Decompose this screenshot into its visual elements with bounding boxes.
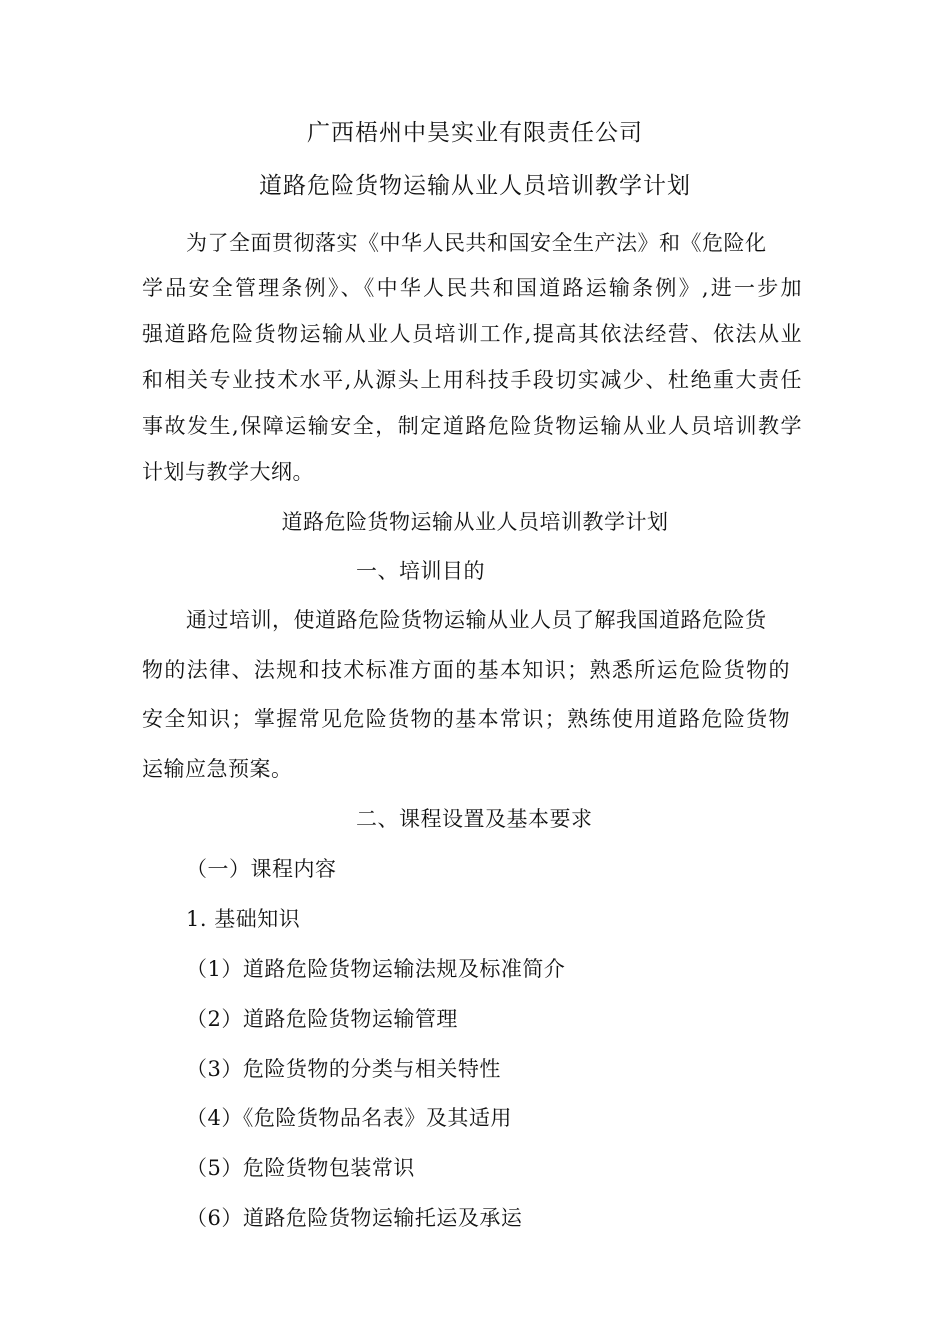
intro-line: 为了全面贯彻落实《中华人民共和国安全生产法》和《危险化 — [186, 231, 767, 255]
intro-line: 和相关专业技术水平,从源头上用科技手段切实减少、杜绝重大责任 — [142, 368, 802, 392]
list-item: （1）道路危险货物运输法规及标准简介 — [186, 957, 566, 981]
part1-heading: 一、培训目的 — [356, 559, 485, 583]
purpose-line: 安全知识；掌握常见危险货物的基本常识；熟练使用道路危险货物 — [142, 707, 790, 731]
purpose-line: 物的法律、法规和技术标准方面的基本知识；熟悉所运危险货物的 — [142, 658, 790, 682]
list-item: （4）《危险货物品名表》及其适用 — [186, 1106, 512, 1130]
course-content-heading: （一）课程内容 — [186, 857, 337, 881]
part2-heading: 二、课程设置及基本要求 — [356, 807, 593, 831]
intro-line: 计划与教学大纲。 — [142, 460, 314, 484]
section-heading: 道路危险货物运输从业人员培训教学计划 — [281, 510, 669, 534]
intro-line: 事故发生,保障运输安全，制定道路危险货物运输从业人员培训教学 — [142, 414, 802, 438]
list-item: （6）道路危险货物运输托运及承运 — [186, 1206, 523, 1230]
plan-title: 道路危险货物运输从业人员培训教学计划 — [259, 173, 691, 199]
intro-line: 强道路危险货物运输从业人员培训工作,提高其依法经营、依法从业 — [142, 322, 802, 346]
company-title: 广西梧州中昊实业有限责任公司 — [307, 120, 643, 146]
list-item: （5）危险货物包装常识 — [186, 1156, 415, 1180]
purpose-line: 运输应急预案。 — [142, 757, 293, 781]
basic-knowledge-heading: 1. 基础知识 — [186, 907, 301, 931]
list-item: （2）道路危险货物运输管理 — [186, 1007, 458, 1031]
intro-line: 学品安全管理条例》、《中华人民共和国道路运输条例》,进一步加 — [142, 276, 802, 300]
list-item: （3）危险货物的分类与相关特性 — [186, 1057, 501, 1081]
purpose-line: 通过培训，使道路危险货物运输从业人员了解我国道路危险货 — [186, 608, 767, 632]
